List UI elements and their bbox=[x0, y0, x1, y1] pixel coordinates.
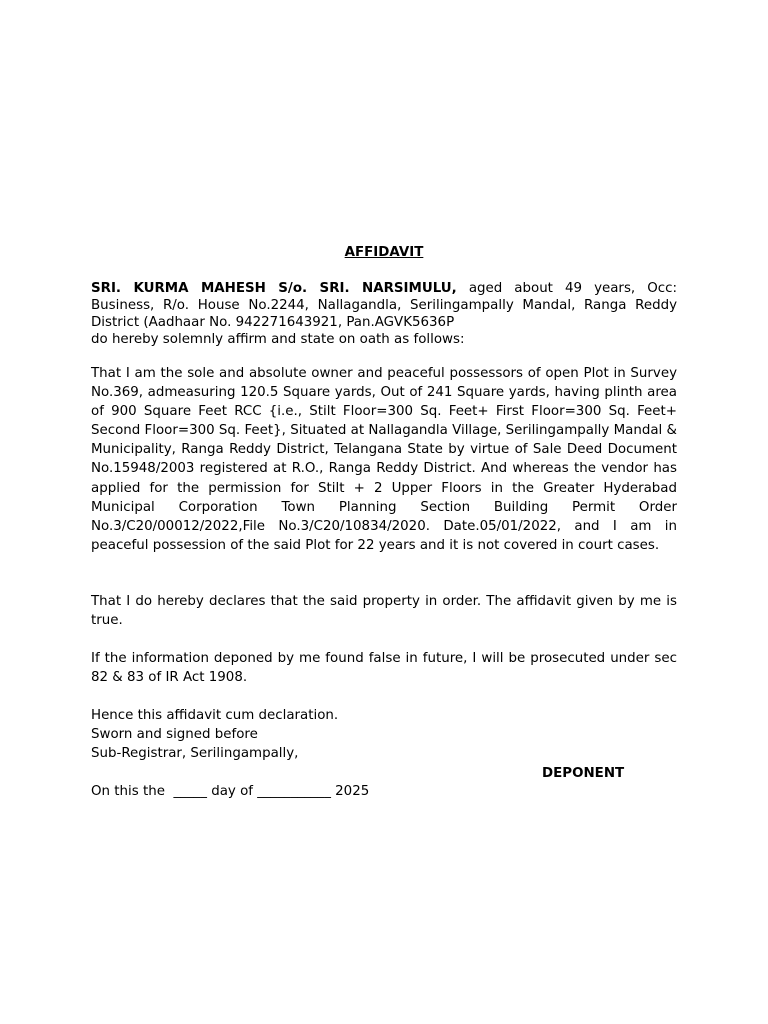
intro-line-1 bbox=[91, 280, 677, 297]
date-line: On this the _____ day of ___________ 2025 bbox=[91, 784, 370, 799]
intro-line-2: Business, R/o. House No.2244, Nallagandla, Serilingampally Mandal, Ranga Reddy bbox=[91, 298, 677, 313]
document-title: AFFIDAVIT bbox=[344, 245, 424, 260]
intro-line-3: District (Aadhaar No. 942271643921, Pan.AGVK5636P bbox=[91, 315, 455, 330]
paragraph-declaration: That I do hereby declares that the said property in order. The affidavit given by me is true. bbox=[91, 594, 677, 629]
closing-line-3: Sub-Registrar, Serilingampally, bbox=[91, 746, 299, 761]
paragraph-ownership: That I am the sole and absolute owner and peaceful possessors of open Plot in Survey No.369, admeasuring 120.5 Square yards, Out of 241 Square yards, having plinth area of 900 Square Feet RCC {i.e., Stilt Floor=300 Sq. Feet+ First Floor=300 Sq. Feet+ Second Floor=300 Sq. Feet}, Situated at Nallagandla Village, Serilingampally Mandal & Municipality, Ranga Reddy District, Telangana State by virtue of Sale Deed Document No.15948/2003 registered at R.O., Ranga Reddy District. And whereas the vendor has applied for the permission for Stilt + 2 Upper Floors in the Greater Hyderabad Municipal Corporation Town Planning Section Building Permit Order No.3/C20/00012/2022,File No.3/C20/10834/2020. Date.05/01/2022, and I am in peaceful possession of the said Plot for 22 years and it is not covered in court cases. bbox=[91, 366, 677, 553]
closing-block bbox=[91, 706, 677, 763]
closing-line-2: Sworn and signed before bbox=[91, 727, 258, 742]
deponent-label: DEPONENT bbox=[542, 766, 625, 781]
intro-block bbox=[91, 280, 677, 348]
deponent-name: SRI. KURMA MAHESH S/o. SRI. NARSIMULU, bbox=[91, 281, 457, 296]
intro-line-1-rest: aged about 49 years, Occ: bbox=[468, 281, 677, 296]
intro-line-4: do hereby solemnly affirm and state on oath as follows: bbox=[91, 332, 465, 347]
closing-line-1: Hence this affidavit cum declaration. bbox=[91, 708, 339, 723]
paragraph-prosecution: If the information deponed by me found false in future, I will be prosecuted under sec 82 & 83 of IR Act 1908. bbox=[91, 651, 677, 686]
